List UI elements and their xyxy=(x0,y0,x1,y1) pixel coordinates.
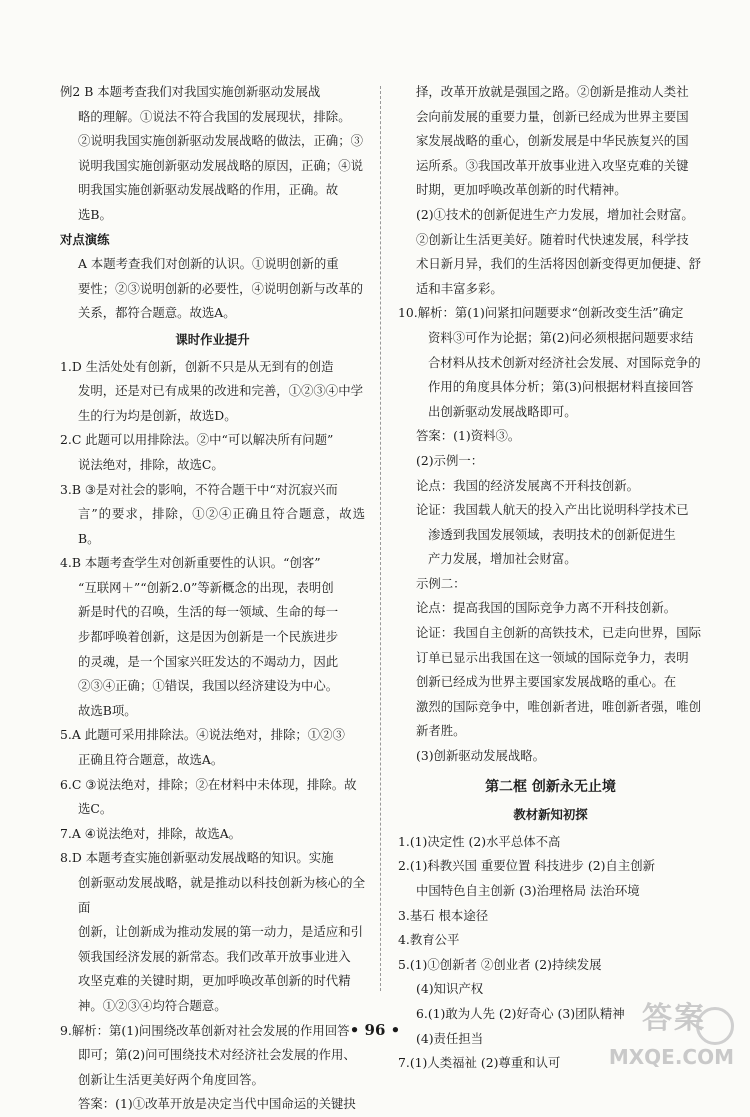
drill-title: 对点演练 xyxy=(60,231,110,247)
q1-line: 1.D 生活处处有创新，创新不只是从无到有的创造 xyxy=(60,358,334,374)
drill-answer xyxy=(60,252,365,326)
example-2-line: 选B。 xyxy=(78,206,112,222)
q9-cont-line: 时期，更加呼唤改革创新的时代精神。 xyxy=(416,182,627,198)
q8-line: 创新，让创新成为推动发展的第一动力，是适应和引 xyxy=(78,924,363,940)
q9-cont-line: 会向前发展的重要力量，创新已经成为世界主要国 xyxy=(416,108,689,124)
q10-line: 论证：我国自主创新的高铁技术，已走向世界，国际 xyxy=(416,625,701,641)
q9-cont-line: 术日新月异，我们的生活将因创新变得更加便捷、舒 xyxy=(416,256,701,272)
q10-line: (2)示例一： xyxy=(416,452,484,468)
answer-line: (4)知识产权 xyxy=(416,981,484,997)
q6-line: 选C。 xyxy=(78,801,113,817)
q8-line: 领我国经济发展的新常态。我们改革开放事业进入 xyxy=(78,948,351,964)
answer-line: 6.(1)敢为人先 (2)好奇心 (3)团队精神 xyxy=(416,1005,625,1021)
q10-line: 合材料从技术创新对经济社会发展、对国际竞争的 xyxy=(428,354,701,370)
example-2 xyxy=(60,80,365,228)
q9-line: 即可；第(2)问可围绕技术对经济社会发展的作用、 xyxy=(78,1047,356,1063)
answer-line: 中国特色自主创新 (3)治理格局 法治环境 xyxy=(416,883,640,898)
q5-line: 5.A 此题可采用排除法。④说法绝对，排除；①②③ xyxy=(60,727,345,743)
watermark-logo xyxy=(580,1003,740,1073)
q7-line: 7.A ④说法绝对，排除，故选A。 xyxy=(60,825,242,841)
q10-line: 渗透到我国发展领域，表明技术的创新促进生 xyxy=(428,526,676,542)
question-6 xyxy=(60,773,365,822)
question-5 xyxy=(60,723,365,772)
column-divider xyxy=(380,86,381,991)
q10-line: 产力发展，增加社会财富。 xyxy=(428,551,577,567)
q4-line: 的灵魂，是一个国家兴旺发达的不竭动力，因此 xyxy=(78,653,339,669)
q4-line: 步都呼唤着创新，这是因为创新是一个民族进步 xyxy=(78,629,339,645)
example-2-line: ②说明我国实施创新驱动发展战略的做法，正确；③ xyxy=(78,133,363,149)
q9-cont-line: (2)①技术的创新促进生产力发展，增加社会财富。 xyxy=(416,206,694,222)
q10-line: 新者胜。 xyxy=(416,723,466,739)
q9-cont-line: ②创新让生活更美好。随着时代快速发展，科学技 xyxy=(416,231,689,247)
q10-line: 资料③可作为论据；第(2)问必须根据问题要求结 xyxy=(428,329,694,345)
question-8 xyxy=(60,846,365,1018)
question-2 xyxy=(60,428,365,477)
q10-line: 激烈的国际竞争中，唯创新者进，唯创新者强，唯创 xyxy=(416,698,701,714)
example-2-line: 明我国实施创新驱动发展战略的作用，正确。故 xyxy=(78,182,339,198)
q6-line: 6.C ③说法绝对，排除；②在材料中未体现，排除。故 xyxy=(60,776,357,792)
q2-line: 说法绝对，排除，故选C。 xyxy=(78,456,224,472)
subsection-title: 教材新知初探 xyxy=(513,807,588,823)
q9-cont-line: 运所系。③我国改革开放事业进入攻坚克难的关键 xyxy=(416,157,689,173)
watermark-url: MXQE.COM xyxy=(608,1045,734,1069)
example-2-line: 例2 B 本题考查我们对我国实施创新驱动发展战 xyxy=(60,84,321,99)
q9-cont-line: 适和丰富多彩。 xyxy=(416,280,503,296)
q9-cont-line: 家发展战略的重心，创新发展是中华民族复兴的国 xyxy=(416,133,689,149)
left-column xyxy=(60,80,365,1117)
q10-line: 订单已显示出我国在这一领域的国际竞争力，表明 xyxy=(416,649,689,665)
q8-line: 攻坚克难的关键时期，更加呼唤改革创新的时代精 xyxy=(78,973,351,989)
answer-line: 1.(1)决定性 (2)水平总体不高 xyxy=(398,833,561,849)
q10-line: 答案：(1)资料③。 xyxy=(416,428,521,444)
q4-line: 4.B 本题考查学生对创新重要性的认识。“创客” xyxy=(60,555,321,571)
q9-cont-line: 择，改革开放就是强国之路。②创新是推动人类社 xyxy=(416,84,689,99)
q5-line: 正确且符合题意，故选A。 xyxy=(78,752,224,768)
answer-line: 2.(1)科教兴国 重要位置 科技进步 (2)自主创新 xyxy=(398,858,655,874)
question-3 xyxy=(60,478,365,552)
q3-line: 言”的要求，排除，①②④正确且符合题意，故选B。 xyxy=(78,506,365,546)
q1-line: 发明，还是对已有成果的改进和完善，①②③④中学 xyxy=(78,383,363,399)
q10-line: 示例二： xyxy=(416,575,466,591)
q8-line: 创新驱动发展战略，就是推动以科技创新为核心的全面 xyxy=(78,875,365,915)
q10-line: 作用的角度具体分析；第(3)问根据材料直接回答 xyxy=(428,379,694,395)
q1-line: 生的行为均是创新，故选D。 xyxy=(78,407,237,423)
watermark-text: 答案 xyxy=(642,1001,706,1036)
question-9-continued xyxy=(398,80,703,301)
q8-line: 神。①②③④均符合题意。 xyxy=(78,997,227,1013)
question-7 xyxy=(60,822,365,847)
q10-line: 论证：我国载人航天的投入产出比说明科学技术已 xyxy=(416,502,689,518)
q4-line: ②③④正确；①错误，我国以经济建设为中心。 xyxy=(78,678,339,694)
question-10 xyxy=(398,301,703,768)
q10-line: 出创新驱动发展战略即可。 xyxy=(428,403,577,419)
answer-line: 3.基石 根本途径 xyxy=(398,907,489,923)
example-2-line: 说明我国实施创新驱动发展战略的原因，正确；④说 xyxy=(78,157,363,173)
example-2-line: 略的理解。①说法不符合我国的发展现状，排除。 xyxy=(78,108,351,124)
q4-line: 故选B项。 xyxy=(78,702,137,718)
drill-line: A 本题考查我们对创新的认识。①说明创新的重 xyxy=(78,256,339,272)
page-number: • 96 • xyxy=(349,1021,401,1039)
q4-line: “互联网＋”“创新2.0”等新概念的出现，表明创 xyxy=(78,579,334,595)
right-column xyxy=(398,80,703,1076)
q3-line: 3.B ③是对社会的影响，不符合题干中“对沉寂兴而 xyxy=(60,481,338,497)
q10-line: (3)创新驱动发展战略。 xyxy=(416,748,546,764)
q10-line: 10.解析：第(1)问紧扣问题要求“创新改变生活”确定 xyxy=(398,305,684,321)
q9-line: 答案：(1)①改革开放是决定当代中国命运的关键抉 xyxy=(78,1096,356,1112)
question-4 xyxy=(60,551,365,723)
q9-line: 创新让生活更美好两个角度回答。 xyxy=(78,1071,264,1087)
q10-line: 论点：提高我国的国际竞争力离不开科技创新。 xyxy=(416,600,677,616)
drill-line: 关系，都符合题意。故选A。 xyxy=(78,305,236,321)
q8-line: 8.D 本题考查实施创新驱动发展战略的知识。实施 xyxy=(60,850,334,866)
answer-line: 7.(1)人类福祉 (2)尊重和认可 xyxy=(398,1055,561,1071)
answer-line: 5.(1)①创新者 ②创业者 (2)持续发展 xyxy=(398,956,602,972)
question-1 xyxy=(60,355,365,429)
homework-title: 课时作业提升 xyxy=(175,331,250,347)
answer-line: 4.教育公平 xyxy=(398,932,460,948)
drill-line: 要性；②③说明创新的必要性，④说明创新与改革的 xyxy=(78,280,363,296)
q10-line: 论点：我国的经济发展离不开科技创新。 xyxy=(416,477,640,493)
section-title: 第二框 创新永无止境 xyxy=(485,778,616,795)
q10-line: 创新已经成为世界主要国家发展战略的重心。在 xyxy=(416,674,677,690)
q2-line: 2.C 此题可以用排除法。②中“可以解决所有问题” xyxy=(60,432,334,448)
q4-line: 新是时代的召唤，生活的每一领域、生命的每一 xyxy=(78,604,339,620)
q9-line: 9.解析：第(1)问围绕改革创新对社会发展的作用回答 xyxy=(60,1022,350,1038)
answer-line: (4)责任担当 xyxy=(416,1030,484,1046)
